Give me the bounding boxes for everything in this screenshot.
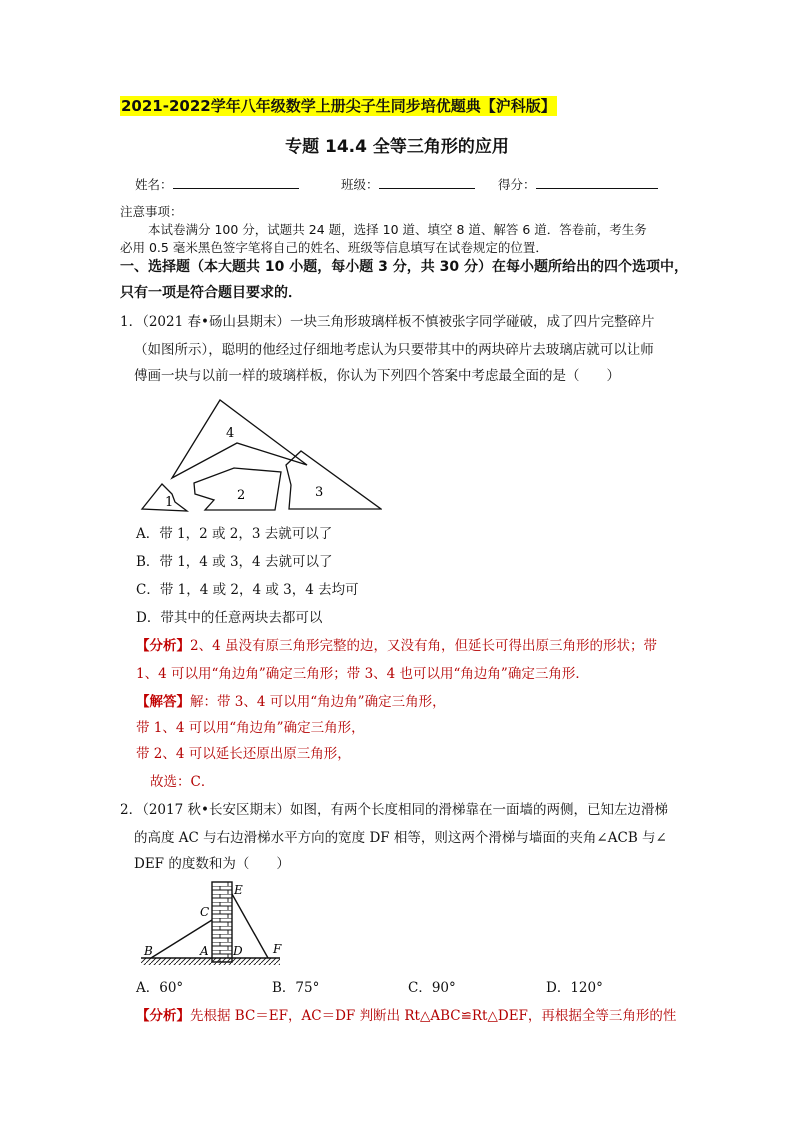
class-field [341,175,475,193]
name-label: 姓名： [135,177,173,192]
notes-heading: 注意事项： [120,204,183,219]
q1-solution-line3: 带 2、4 可以延长还原出原三角形， [136,746,351,762]
class-label: 班级： [341,177,379,192]
q1-stem-line3: 傅画一块与以前一样的玻璃样板，你认为下列四个答案中考虑最全面的是（ ） [134,368,620,384]
point-label-e: E [234,883,243,897]
q1-option-c[interactable]: C．带 1，4 或 2，4 或 3，4 去均可 [136,582,359,598]
q1-analysis-line1 [136,632,657,660]
q2-stem-line3: DEF 的度数和为（ ） [134,856,290,872]
notes-line1: 本试卷满分 100 分，试题共 24 题，选择 10 道、填空 8 道、解答 6 道．答卷前，考生务 [148,222,647,237]
brick-wall [212,882,232,962]
q1-analysis-label: 【分析】 [136,638,190,654]
score-blank[interactable] [536,177,658,189]
point-label-d: D [233,944,243,958]
header-banner: 2021-2022学年八年级数学上册尖子生同步培优题典【沪科版】 [121,97,556,115]
piece-label-1: 1 [165,495,174,510]
q1-stem-line1: 1．（2021 春•砀山县期末）一块三角形玻璃样板不慎被张字同学碰破，成了四片完整碎片 [120,314,655,330]
notes-line2: 必用 0.5 毫米黑色签字笔将自己的姓名、班级等信息填写在试卷规定的位置． [120,240,548,255]
page-title: 专题 14.4 全等三角形的应用 [285,137,509,157]
q1-solution-label: 【解答】 [136,694,190,710]
q1-analysis-line2: 1、4 可以用“角边角”确定三角形；带 3、4 也可以用“角边角”确定三角形． [136,666,589,682]
q2-stem-line2: 的高度 AC 与右边滑梯水平方向的宽度 DF 相等，则这两个滑梯与墙面的夹角∠ACB 与∠ [134,830,667,846]
q1-solution-text1: 解：带 3、4 可以用“角边角”确定三角形， [190,694,446,710]
piece-label-3: 3 [315,485,324,500]
score-field [498,175,658,193]
point-label-c: C [200,905,210,919]
q1-option-a[interactable]: A．带 1，2 或 2，3 去就可以了 [136,526,333,542]
q1-analysis-text1: 2、4 虽没有原三角形完整的边，又没有角，但延长可得出原三角形的形状；带 [190,638,657,654]
q1-figure [136,392,382,514]
q1-option-d[interactable]: D．带其中的任意两块去都可以 [136,610,323,626]
piece-label-2: 2 [237,488,246,503]
q2-stem-line1: 2．（2017 秋•长安区期末）如图，有两个长度相同的滑梯靠在一面墙的两侧，已知左边滑梯 [120,802,668,818]
point-label-f: F [273,942,282,956]
q1-stem-line2: （如图所示），聪明的他经过仔细地考虑认为只要带其中的两块碎片去玻璃店就可以让师 [134,342,654,358]
name-blank[interactable] [173,177,299,189]
q2-analysis-label: 【分析】 [136,1008,190,1024]
q2-option-d[interactable]: D．120° [546,980,603,996]
q1-solution-line1 [136,688,446,716]
q1-answer: 故选：C． [150,774,215,790]
score-label: 得分： [498,177,536,192]
q2-figure [136,878,286,970]
q2-option-c[interactable]: C．90° [408,980,456,996]
q2-analysis-line1 [136,1002,676,1030]
ground-hatch [141,958,280,965]
piece-label-4: 4 [226,426,235,441]
q1-solution-line2: 带 1、4 可以用“角边角”确定三角形， [136,720,365,736]
q2-option-b[interactable]: B．75° [272,980,320,996]
point-label-b: B [144,944,153,958]
q2-option-a[interactable]: A．60° [136,980,184,996]
section-heading-line1: 一、选择题（本大题共 10 小题，每小题 3 分，共 30 分）在每小题所给出的四个选项中， [120,259,688,275]
class-blank[interactable] [379,177,475,189]
q1-option-b[interactable]: B．带 1，4 或 3，4 去就可以了 [136,554,333,570]
section-heading-line2: 只有一项是符合题目要求的． [120,285,302,301]
q2-analysis-text1: 先根据 BC＝EF，AC＝DF 判断出 Rt△ABC≌Rt△DEF，再根据全等三角形的性 [190,1008,677,1024]
name-field [135,175,299,193]
point-label-a: A [200,944,209,958]
